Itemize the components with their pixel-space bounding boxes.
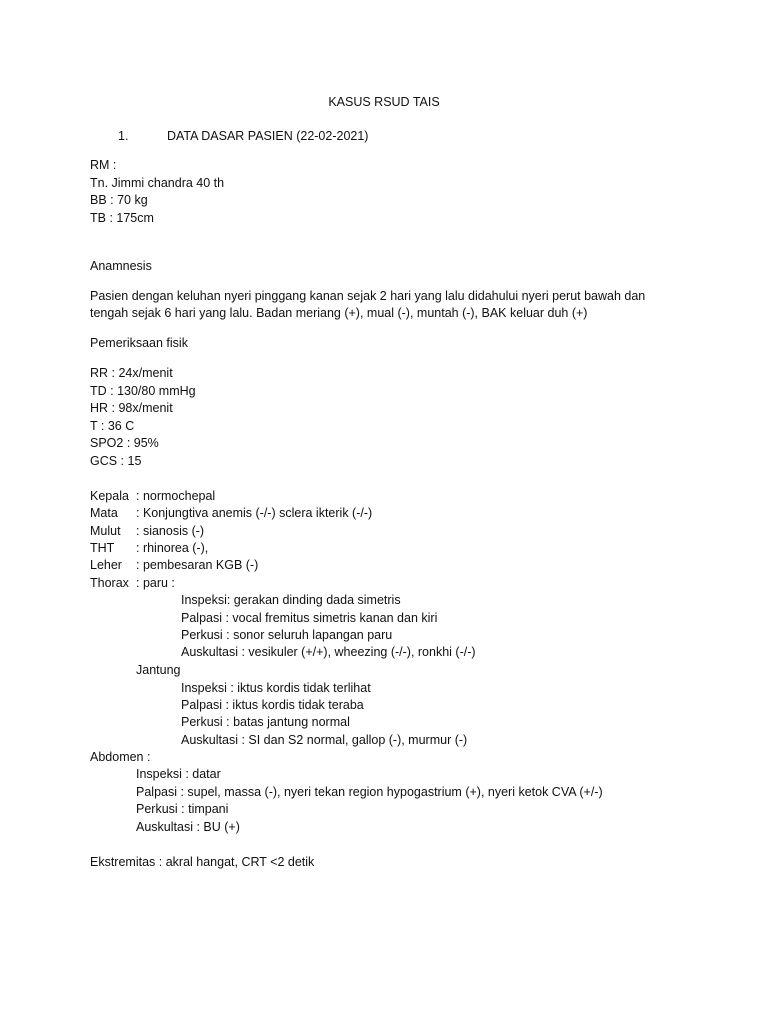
anamnesis-text-line: Pasien dengan keluhan nyeri pinggang kanan sejak 2 hari yang lalu didahului nyeri perut bawah dan (90, 289, 646, 303)
exam-value: : paru : (136, 576, 175, 590)
exam-value: : pembesaran KGB (-) (136, 558, 259, 572)
exam-label: Mulut (90, 524, 121, 538)
vital-hr: HR : 98x/menit (90, 401, 173, 415)
vital-td: TD : 130/80 mmHg (90, 384, 196, 398)
patient-height: TB : 175cm (90, 211, 154, 225)
vital-rr: RR : 24x/menit (90, 366, 173, 380)
anamnesis-heading: Anamnesis (90, 259, 152, 273)
exam-value: : Konjungtiva anemis (-/-) sclera ikterik (-/-) (136, 506, 373, 520)
patient-name: Tn. Jimmi chandra 40 th (90, 176, 225, 190)
jantung-auskultasi: Auskultasi : SI dan S2 normal, gallop (-), murmur (-) (181, 733, 468, 747)
document-title: KASUS RSUD TAIS (328, 95, 440, 109)
anamnesis-text-line: tengah sejak 6 hari yang lalu. Badan meriang (+), mual (-), muntah (-), BAK keluar duh (+) (90, 306, 588, 320)
exam-label: Thorax (90, 576, 129, 590)
section-number: 1. (118, 129, 129, 143)
vital-t: T : 36 C (90, 419, 135, 433)
exam-value: : normochepal (136, 489, 216, 503)
exam-value: : sianosis (-) (136, 524, 205, 538)
paru-inspeksi: Inspeksi: gerakan dinding dada simetris (181, 593, 401, 607)
abdomen-auskultasi: Auskultasi : BU (+) (136, 820, 240, 834)
abdomen-label: Abdomen : (90, 750, 151, 764)
section-heading: DATA DASAR PASIEN (22-02-2021) (167, 129, 369, 143)
ekstremitas-line: Ekstremitas : akral hangat, CRT <2 detik (90, 855, 315, 869)
abdomen-inspeksi: Inspeksi : datar (136, 767, 221, 781)
exam-label: THT (90, 541, 115, 555)
exam-label: Mata (90, 506, 118, 520)
exam-label: Kepala (90, 489, 129, 503)
paru-palpasi: Palpasi : vocal fremitus simetris kanan dan kiri (181, 611, 438, 625)
jantung-label: Jantung (136, 663, 181, 677)
jantung-inspeksi: Inspeksi : iktus kordis tidak terlihat (181, 681, 371, 695)
abdomen-palpasi: Palpasi : supel, massa (-), nyeri tekan region hypogastrium (+), nyeri ketok CVA (+/-) (136, 785, 603, 799)
paru-auskultasi: Auskultasi : vesikuler (+/+), wheezing (-/-), ronkhi (-/-) (181, 645, 476, 659)
exam-value: : rhinorea (-), (136, 541, 209, 555)
jantung-perkusi: Perkusi : batas jantung normal (181, 715, 350, 729)
pemeriksaan-heading: Pemeriksaan fisik (90, 336, 188, 350)
vital-gcs: GCS : 15 (90, 454, 142, 468)
paru-perkusi: Perkusi : sonor seluruh lapangan paru (181, 628, 393, 642)
abdomen-perkusi: Perkusi : timpani (136, 802, 229, 816)
vital-spo2: SPO2 : 95% (90, 436, 159, 450)
exam-label: Leher (90, 558, 122, 572)
jantung-palpasi: Palpasi : iktus kordis tidak teraba (181, 698, 364, 712)
patient-weight: BB : 70 kg (90, 193, 148, 207)
patient-rm: RM : (90, 158, 117, 172)
